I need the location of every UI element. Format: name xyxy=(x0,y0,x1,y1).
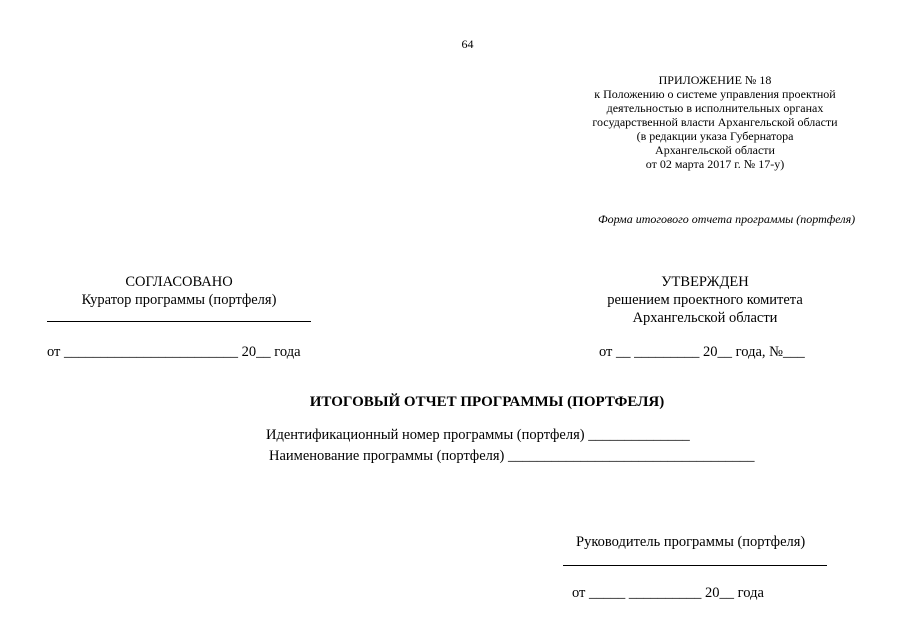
agreed-heading: СОГЛАСОВАНО xyxy=(125,274,233,290)
approved-line-2: Архангельской области xyxy=(632,310,778,326)
appendix-line: деятельностью в исполнительных органах xyxy=(606,101,824,115)
approved-date: от __ _________ 20__ года, №___ xyxy=(599,344,805,360)
agreed-block xyxy=(46,273,312,309)
agreed-role: Куратор программы (портфеля) xyxy=(81,292,277,308)
approved-heading: УТВЕРЖДЕН xyxy=(661,274,749,290)
appendix-line: от 02 марта 2017 г. № 17-у) xyxy=(645,157,785,171)
leader-role: Руководитель программы (портфеля) xyxy=(576,534,806,550)
report-title: ИТОГОВЫЙ ОТЧЕТ ПРОГРАММЫ (ПОРТФЕЛЯ) xyxy=(309,394,665,410)
approved-line-1: решением проектного комитета xyxy=(607,292,803,308)
program-name-line: Наименование программы (портфеля) __________________________________ xyxy=(269,448,755,464)
program-id-line: Идентификационный номер программы (портфеля) ______________ xyxy=(266,427,690,443)
appendix-line: Архангельской области xyxy=(655,143,775,157)
approved-block xyxy=(585,273,825,327)
curator-signature-line xyxy=(47,321,311,322)
appendix-line: к Положению о системе управления проектной xyxy=(594,87,836,101)
leader-signature-line xyxy=(563,565,827,566)
leader-date: от _____ __________ 20__ года xyxy=(572,585,764,601)
appendix-line: ПРИЛОЖЕНИЕ № 18 xyxy=(658,73,772,87)
appendix-header xyxy=(560,73,870,171)
form-title: Форма итогового отчета программы (портфеля) xyxy=(598,212,856,226)
agreed-date: от ________________________ 20__ года xyxy=(47,344,301,360)
page-number: 64 xyxy=(461,37,474,51)
appendix-line: (в редакции указа Губернатора xyxy=(636,129,794,143)
appendix-line: государственной власти Архангельской области xyxy=(592,115,838,129)
